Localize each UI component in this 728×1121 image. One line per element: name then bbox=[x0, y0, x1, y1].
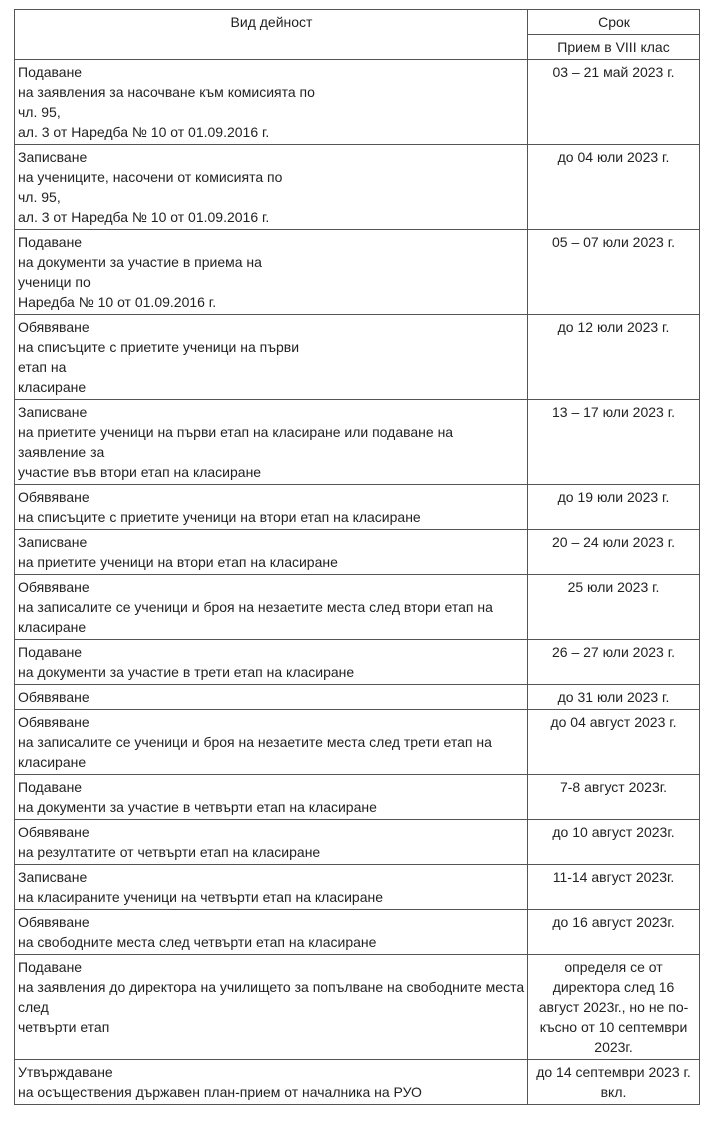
deadline-cell: 05 – 07 юли 2023 г. bbox=[528, 230, 700, 315]
activity-line: Обявяване bbox=[18, 319, 90, 335]
table-row bbox=[15, 685, 700, 710]
activity-line: на записалите се ученици и броя на незаетите места след втори етап на класиране bbox=[18, 599, 493, 635]
table-row bbox=[15, 575, 700, 640]
table-row bbox=[15, 640, 700, 685]
activity-line: на осъществения държавен план-прием от началника на РУО bbox=[18, 1084, 422, 1100]
activity-header: Вид дейност bbox=[15, 10, 528, 60]
activity-cell bbox=[15, 685, 528, 710]
activity-line: Подаване bbox=[18, 64, 83, 80]
activity-cell bbox=[15, 485, 528, 530]
activity-line: на приетите ученици на втори етап на класиране bbox=[18, 554, 338, 570]
schedule-table bbox=[14, 9, 700, 1105]
activity-line: ал. 3 от Наредба № 10 от 01.09.2016 г. bbox=[18, 209, 270, 225]
activity-line: Записване bbox=[18, 149, 88, 165]
activity-line: Подаване bbox=[18, 644, 83, 660]
activity-line: ал. 3 от Наредба № 10 от 01.09.2016 г. bbox=[18, 124, 270, 140]
activity-cell bbox=[15, 955, 528, 1060]
activity-cell bbox=[15, 575, 528, 640]
activity-line: на заявления за насочване към комисията по bbox=[18, 84, 315, 100]
schedule-table-wrapper bbox=[14, 9, 700, 1105]
activity-line: Обявяване bbox=[18, 714, 90, 730]
activity-line: Обявяване bbox=[18, 489, 90, 505]
activity-cell bbox=[15, 145, 528, 230]
activity-line: на приетите ученици на първи етап на класиране или подаване на заявление за bbox=[18, 424, 454, 460]
deadline-cell: до 12 юли 2023 г. bbox=[528, 315, 700, 400]
activity-line: на документи за участие в четвърти етап на класиране bbox=[18, 799, 377, 815]
deadline-cell: 26 – 27 юли 2023 г. bbox=[528, 640, 700, 685]
activity-line: Записване bbox=[18, 869, 88, 885]
activity-cell bbox=[15, 230, 528, 315]
activity-cell bbox=[15, 1060, 528, 1105]
deadline-cell: 03 – 21 май 2023 г. bbox=[528, 60, 700, 145]
table-row bbox=[15, 865, 700, 910]
activity-line: чл. 95, bbox=[18, 104, 61, 120]
activity-line: Записване bbox=[18, 404, 88, 420]
deadline-cell: 13 – 17 юли 2023 г. bbox=[528, 400, 700, 485]
activity-line: Обявяване bbox=[18, 689, 90, 705]
activity-cell bbox=[15, 60, 528, 145]
deadline-cell: 25 юли 2023 г. bbox=[528, 575, 700, 640]
activity-line: на списъците с приетите ученици на първи bbox=[18, 339, 300, 355]
activity-line: Подаване bbox=[18, 779, 83, 795]
activity-cell bbox=[15, 640, 528, 685]
activity-line: на документи за участие в приема на bbox=[18, 254, 262, 270]
activity-cell bbox=[15, 530, 528, 575]
activity-line: на списъците с приетите ученици на втори етап на класиране bbox=[18, 509, 421, 525]
activity-line: на документи за участие в трети етап на класиране bbox=[18, 664, 355, 680]
deadline-cell: 11-14 август 2023г. bbox=[528, 865, 700, 910]
activity-line: ученици по bbox=[18, 274, 91, 290]
activity-line: Записване bbox=[18, 534, 88, 550]
table-row bbox=[15, 400, 700, 485]
table-row bbox=[15, 710, 700, 775]
table-row bbox=[15, 60, 700, 145]
activity-line: Обявяване bbox=[18, 824, 90, 840]
activity-line: Наредба № 10 от 01.09.2016 г. bbox=[18, 294, 217, 310]
table-row bbox=[15, 145, 700, 230]
table-row bbox=[15, 230, 700, 315]
activity-line: на свободните места след четвърти етап на класиране bbox=[18, 934, 377, 950]
activity-line: класиране bbox=[18, 379, 87, 395]
activity-line: на класираните ученици на четвърти етап на класиране bbox=[18, 889, 384, 905]
activity-cell bbox=[15, 910, 528, 955]
admission-class-header: Прием в VIII клас bbox=[528, 35, 700, 60]
deadline-cell: до 04 юли 2023 г. bbox=[528, 145, 700, 230]
activity-line: Обявяване bbox=[18, 914, 90, 930]
activity-line: Утвърждаване bbox=[18, 1064, 113, 1080]
activity-line: на заявления до директора на училището за попълване на свободните места след bbox=[18, 979, 525, 1015]
activity-line: участие във втори етап на класиране bbox=[18, 464, 262, 480]
activity-cell bbox=[15, 710, 528, 775]
deadline-header: Срок bbox=[528, 10, 700, 35]
table-row bbox=[15, 910, 700, 955]
table-row bbox=[15, 1060, 700, 1105]
deadline-cell: до 16 август 2023г. bbox=[528, 910, 700, 955]
deadline-cell: до 04 август 2023 г. bbox=[528, 710, 700, 775]
activity-line: Обявяване bbox=[18, 579, 90, 595]
table-row bbox=[15, 315, 700, 400]
activity-line: чл. 95, bbox=[18, 189, 61, 205]
table-row bbox=[15, 955, 700, 1060]
activity-line: Подаване bbox=[18, 234, 83, 250]
activity-line: на резултатите от четвърти етап на класиране bbox=[18, 844, 321, 860]
table-row bbox=[15, 530, 700, 575]
deadline-cell: до 14 септември 2023 г. вкл. bbox=[528, 1060, 700, 1105]
deadline-cell: 20 – 24 юли 2023 г. bbox=[528, 530, 700, 575]
activity-line: на учениците, насочени от комисията по bbox=[18, 169, 283, 185]
deadline-cell: до 10 август 2023г. bbox=[528, 820, 700, 865]
activity-cell bbox=[15, 865, 528, 910]
activity-cell bbox=[15, 775, 528, 820]
activity-line: Подаване bbox=[18, 959, 83, 975]
activity-line: на записалите се ученици и броя на незаетите места след трети етап на класиране bbox=[18, 734, 492, 770]
header-row bbox=[15, 10, 700, 35]
activity-line: четвърти етап bbox=[18, 1019, 110, 1035]
table-row bbox=[15, 485, 700, 530]
schedule-rows bbox=[15, 60, 700, 1105]
activity-line: етап на bbox=[18, 359, 67, 375]
activity-cell bbox=[15, 400, 528, 485]
table-row bbox=[15, 820, 700, 865]
deadline-cell: определя се от директора след 16 август 2023г., но не по-късно от 10 септември 2023г. bbox=[528, 955, 700, 1060]
table-row bbox=[15, 775, 700, 820]
deadline-cell: до 19 юли 2023 г. bbox=[528, 485, 700, 530]
deadline-cell: 7-8 август 2023г. bbox=[528, 775, 700, 820]
activity-cell bbox=[15, 315, 528, 400]
deadline-cell: до 31 юли 2023 г. bbox=[528, 685, 700, 710]
activity-cell bbox=[15, 820, 528, 865]
